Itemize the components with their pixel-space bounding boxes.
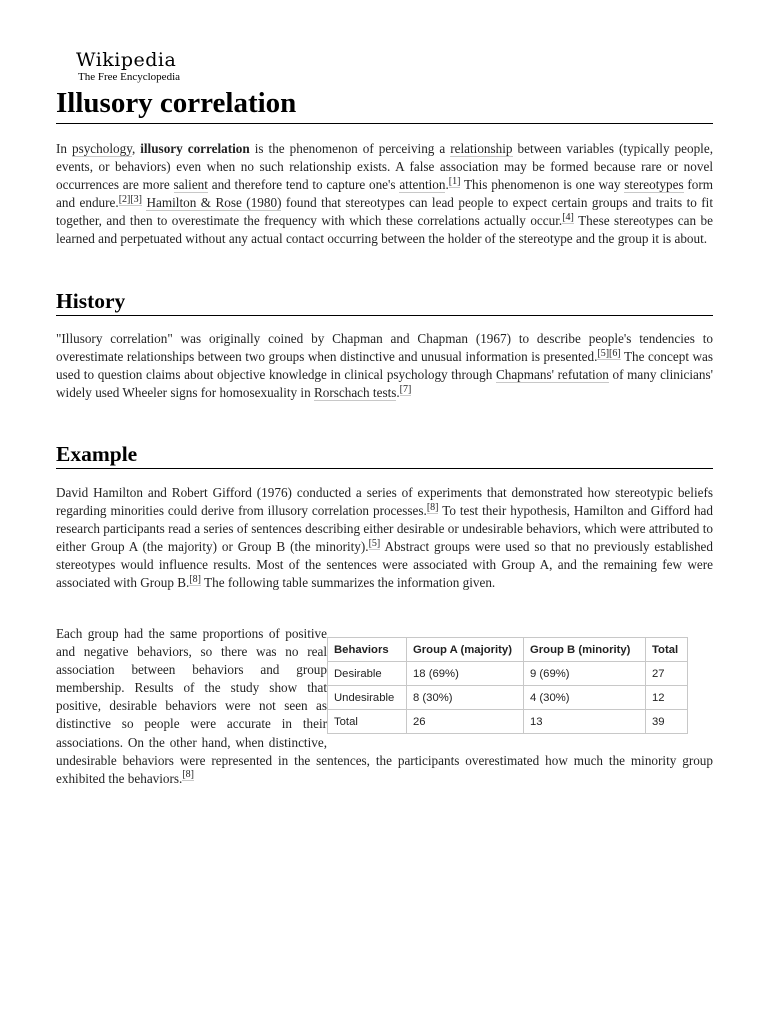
table-header-cell: Group B (minority) bbox=[524, 638, 646, 662]
citation-8[interactable]: [8] bbox=[182, 769, 195, 781]
table-cell: 9 (69%) bbox=[524, 662, 646, 686]
citation-7[interactable]: [7] bbox=[399, 383, 412, 395]
table-cell: 13 bbox=[524, 710, 646, 734]
table-cell: 4 (30%) bbox=[524, 686, 646, 710]
link-relationship[interactable]: relationship bbox=[450, 141, 513, 156]
table-cell: 26 bbox=[407, 710, 524, 734]
section-heading-example: Example bbox=[56, 440, 713, 469]
link-rorschach-tests[interactable]: Rorschach tests bbox=[313, 385, 397, 401]
link-hamilton-rose[interactable]: Hamilton & Rose (1980) bbox=[146, 195, 282, 211]
table-header-row bbox=[328, 638, 688, 662]
table-row bbox=[328, 662, 688, 686]
table-cell: 8 (30%) bbox=[407, 686, 524, 710]
table-row bbox=[328, 686, 688, 710]
table-header-cell: Behaviors bbox=[328, 638, 407, 662]
table-header-cell: Group A (majority) bbox=[407, 638, 524, 662]
citation-1[interactable]: [1] bbox=[448, 175, 461, 187]
example-paragraph-1: David Hamilton and Robert Gifford (1976) conducted a series of experiments that demonstrated how stereotypic beliefs regarding minorities could derive from illusory correlation processes.[8] To test their hypothesis, Hamilton and Gifford had research participants read a series of sentences describing either desirable or undesirable behaviors, which were attributed to either Group A (the majority) or Group B (the minority).[5] Abstract groups were used so that no previously established stereotypes would influence results. Most of the sentences were associated with Group A, and the remaining few were associated with Group B.[8] The following table summarizes the information given. bbox=[56, 485, 713, 591]
table-cell: 18 (69%) bbox=[407, 662, 524, 686]
page-title: Illusory correlation bbox=[56, 83, 713, 124]
table-header-cell: Total bbox=[646, 638, 688, 662]
citation-4[interactable]: [4] bbox=[562, 211, 574, 223]
example-paragraph-2: Each group had the same proportions of positive and negative behaviors, so there was no real association between behaviors and group membership. Results of the study show that positive, desirable behaviors were not seen as distinctive so people were accurate in their associations. On the other hand, when distinctive, undesirable behaviors were represented in the sentences, the participants overestimated how much the minority group exhibited the behaviors.[8] bbox=[56, 626, 713, 786]
link-salient[interactable]: salient bbox=[173, 177, 208, 193]
citation-8[interactable]: [8] bbox=[189, 574, 201, 586]
link-attention[interactable]: attention bbox=[399, 177, 446, 193]
logo-tagline: The Free Encyclopedia bbox=[78, 71, 181, 83]
behaviors-table bbox=[327, 637, 688, 734]
logo-wordmark: Wikipedia bbox=[76, 49, 177, 71]
lead-term: illusory correlation bbox=[140, 141, 250, 156]
link-psychology[interactable]: psychology bbox=[71, 141, 132, 156]
table-row bbox=[328, 710, 688, 734]
citation-8[interactable]: [8] bbox=[426, 501, 439, 513]
table-cell: 39 bbox=[646, 710, 688, 734]
history-paragraph: "Illusory correlation" was originally coined by Chapman and Chapman (1967) to describe people's tendencies to overestimate relationships between two groups when distinctive and unusual information is presented.[5][6] The concept was used to question claims about objective knowledge in clinical psychology through Chapmans' refutation of many clinicians' widely used Wheeler signs for homosexuality in Rorschach tests.[7] bbox=[56, 331, 713, 401]
section-heading-history: History bbox=[56, 287, 713, 316]
table-cell: Total bbox=[328, 710, 407, 734]
citation-2-3[interactable]: [2][3] bbox=[118, 193, 143, 205]
link-chapmans-refutation[interactable]: Chapmans' refutation bbox=[495, 367, 609, 383]
table-cell: Undesirable bbox=[328, 686, 407, 710]
table-cell: 12 bbox=[646, 686, 688, 710]
link-stereotypes[interactable]: stereotypes bbox=[624, 177, 684, 193]
table-cell: Desirable bbox=[328, 662, 407, 686]
table-cell: 27 bbox=[646, 662, 688, 686]
citation-5[interactable]: [5] bbox=[368, 537, 381, 549]
intro-paragraph: In psychology, illusory correlation is the phenomenon of perceiving a relationship between variables (typically people, events, or behaviors) even when no such relationship exists. A false association may be formed because rare or novel occurrences are more salient and therefore tend to capture one's attention.[1] This phenomenon is one way stereotypes form and endure.[2][3] Hamilton & Rose (1980) found that stereotypes can lead people to expect certain groups and traits to fit together, and then to overestimate the frequency with which these correlations actually occur.[4] These stereotypes can be learned and perpetuated without any actual contact occurring between the holder of the stereotype and the group it is about. bbox=[56, 141, 714, 247]
citation-5-6[interactable]: [5][6] bbox=[597, 347, 621, 359]
wikipedia-logo[interactable] bbox=[76, 49, 180, 83]
